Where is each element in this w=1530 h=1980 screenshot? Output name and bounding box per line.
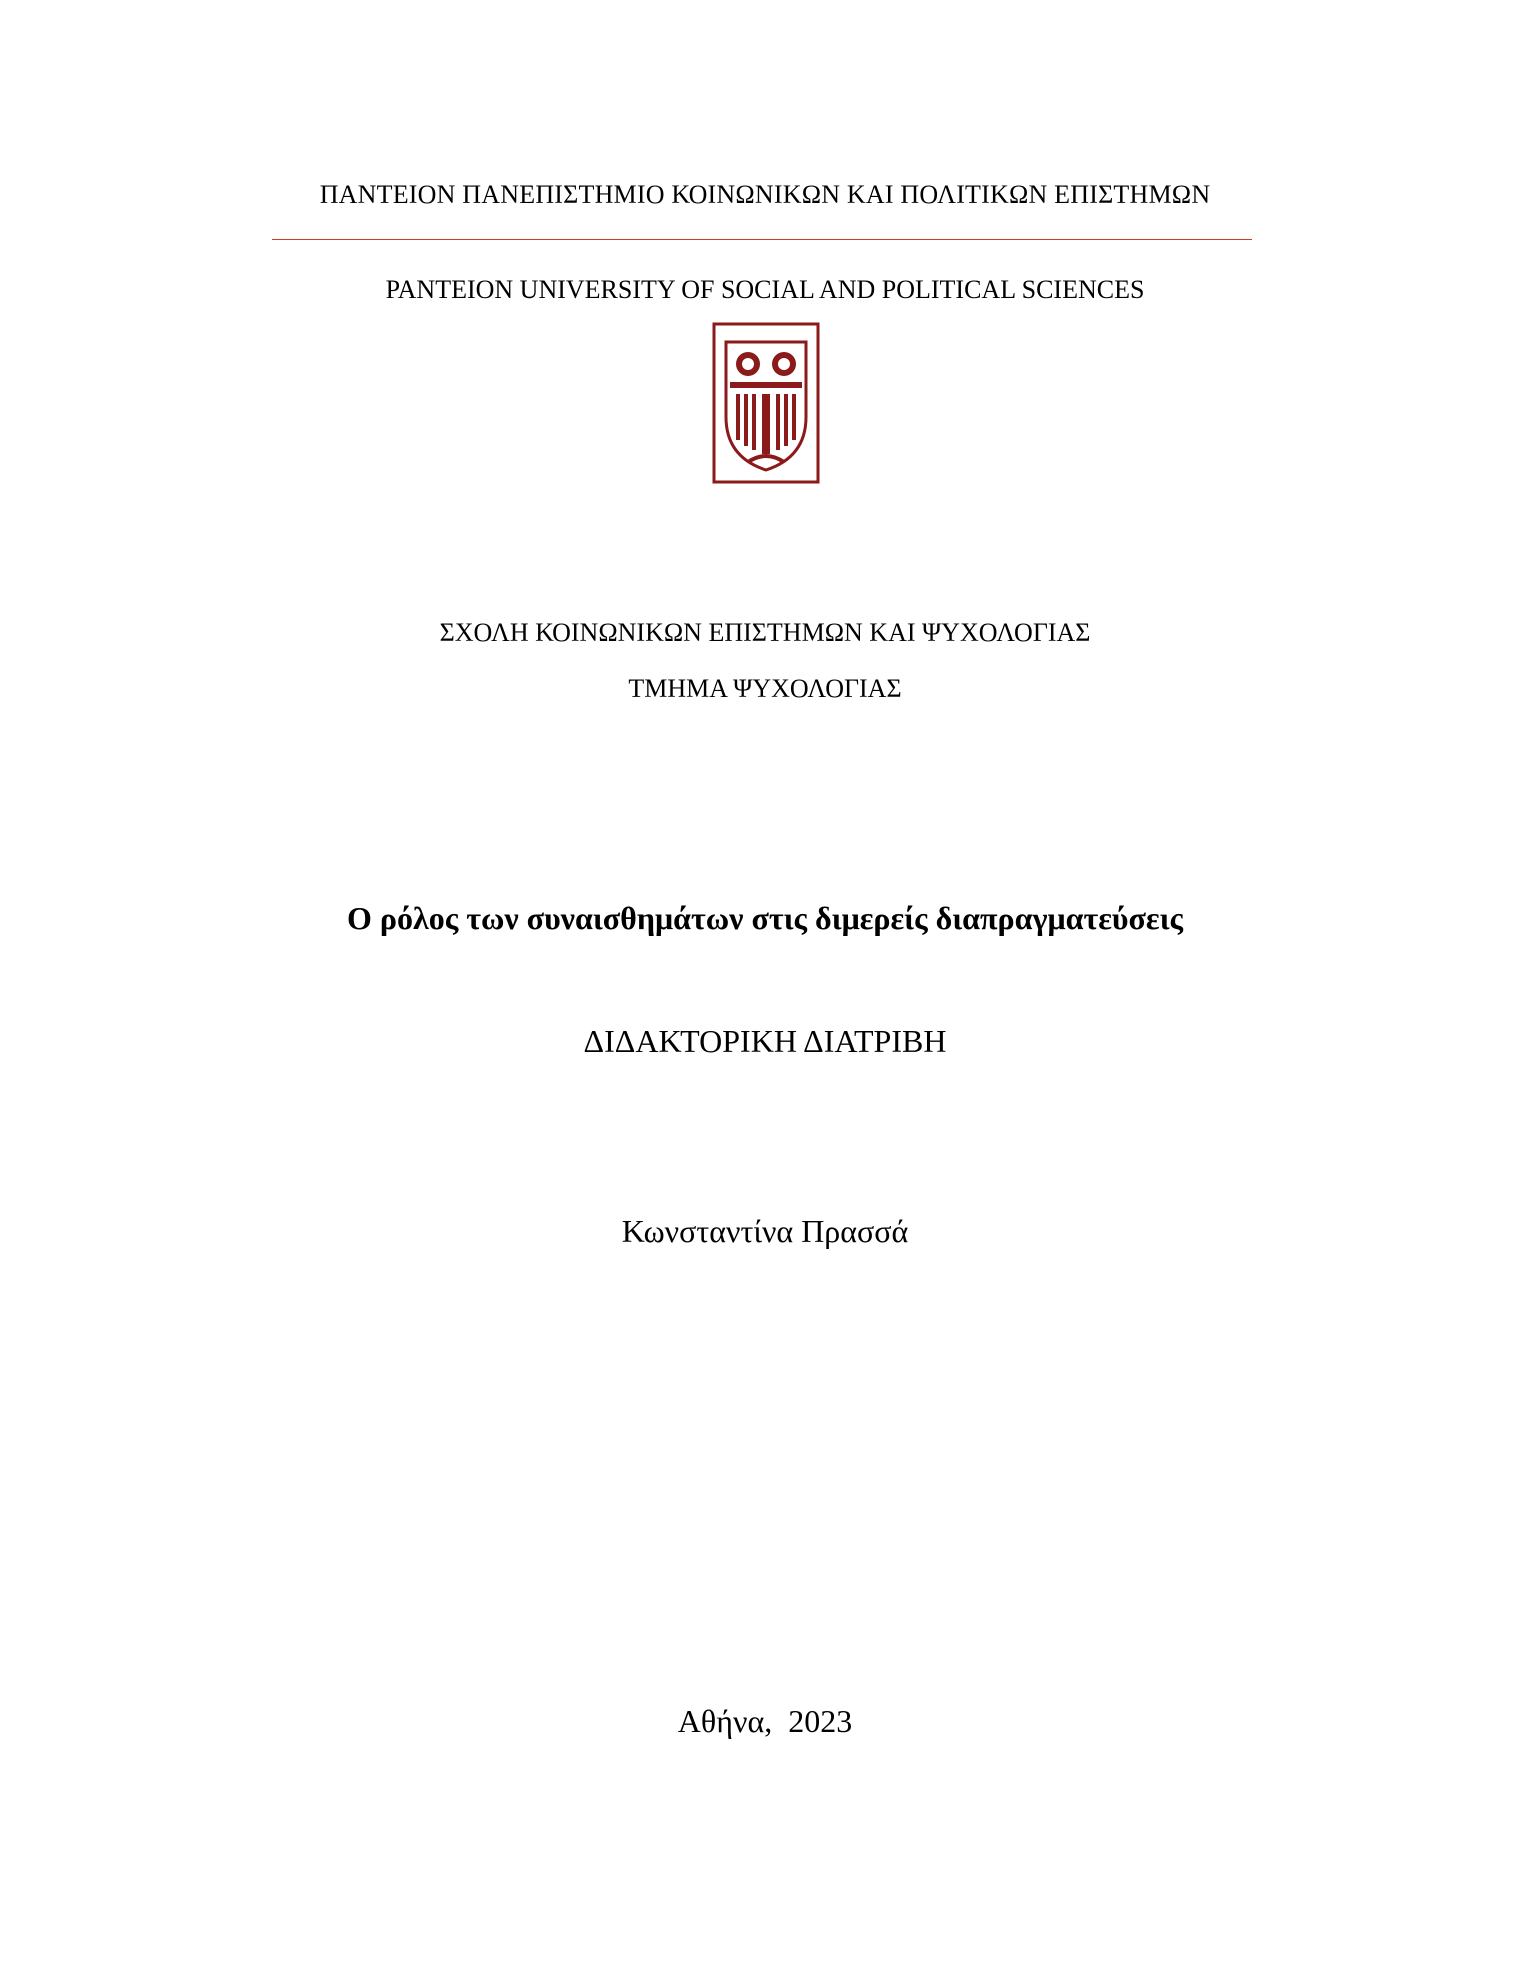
author-name: Κωνσταντίνα Πρασσά: [621, 1213, 909, 1249]
header-divider: [272, 239, 1252, 240]
university-name-english: PANTEION UNIVERSITY OF SOCIAL AND POLITICAL SCIENCES: [385, 275, 1145, 304]
department-name: ΤΜΗΜΑ ΨΥΧΟΛΟΓΙΑΣ: [628, 674, 902, 703]
thesis-title: Ο ρόλος των συναισθημάτων στις διμερείς διαπραγματεύσεις: [346, 900, 1184, 936]
place-and-year: Αθήνα, 2023: [677, 1703, 853, 1739]
university-crest-icon: [712, 322, 820, 484]
school-name: ΣΧΟΛΗ ΚΟΙΝΩΝΙΚΩΝ ΕΠΙΣΤΗΜΩΝ ΚΑΙ ΨΥΧΟΛΟΓΙΑΣ: [439, 618, 1091, 647]
university-name-greek: ΠΑΝΤΕΙΟΝ ΠΑΝΕΠΙΣΤΗΜΙΟ ΚΟΙΝΩΝΙΚΩΝ ΚΑΙ ΠΟΛΙΤΙΚΩΝ ΕΠΙΣΤΗΜΩΝ: [319, 180, 1211, 209]
thesis-type: ΔΙΔΑΚΤΟΡΙΚΗ ΔΙΑΤΡΙΒΗ: [583, 1023, 947, 1059]
